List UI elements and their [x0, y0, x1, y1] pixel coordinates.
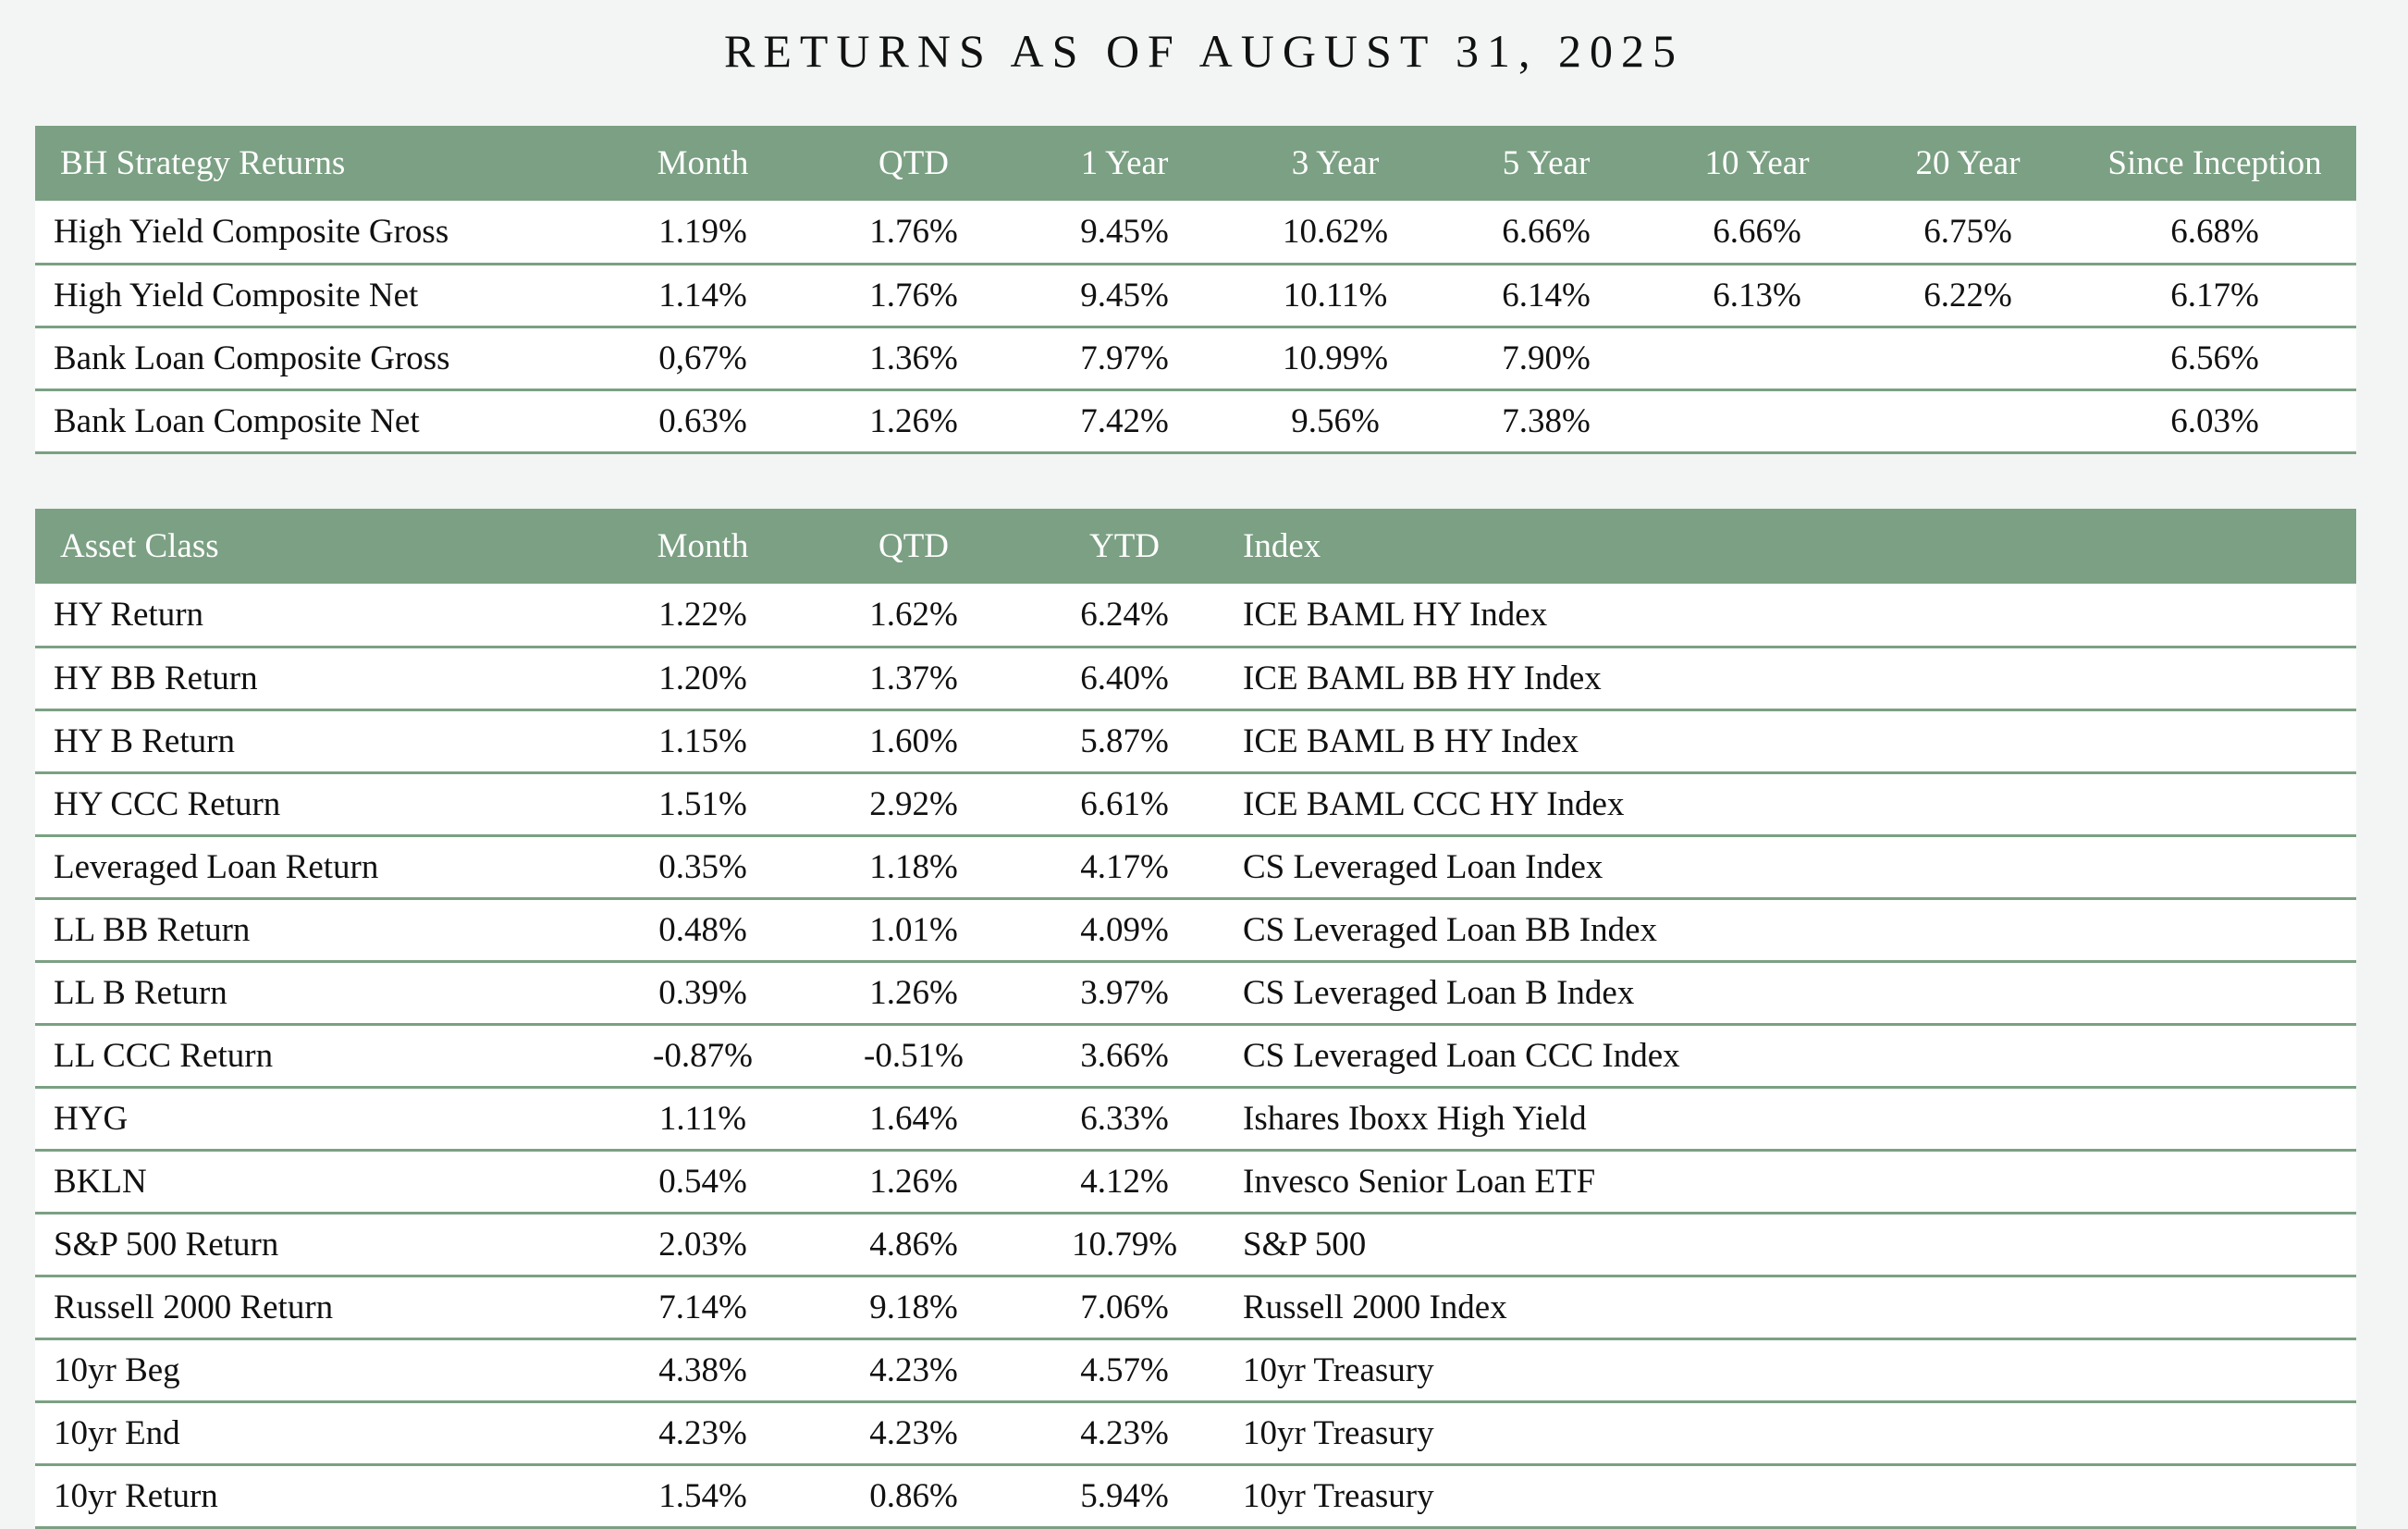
asset-cell-index: 10yr Treasury	[1230, 1338, 2356, 1401]
asset-cell-index: CS Leveraged Loan Index	[1230, 835, 2356, 898]
strategy-cell-month: 1.19%	[597, 201, 808, 264]
asset-cell-index: 10yr Treasury	[1230, 1401, 2356, 1464]
asset-cell-month: 0.54%	[597, 1150, 808, 1213]
asset-cell-month: 0.35%	[597, 835, 808, 898]
strategy-cell-qtd: 1.76%	[808, 201, 1019, 264]
table-row	[35, 1024, 2356, 1087]
asset-header-row	[35, 509, 2356, 584]
asset-cell-qtd: 4.86%	[808, 1213, 1019, 1276]
asset-cell-index: S&P 500	[1230, 1213, 2356, 1276]
table-row	[35, 1276, 2356, 1338]
table-row	[35, 835, 2356, 898]
asset-row-label: Leveraged Loan Return	[35, 835, 597, 898]
asset-cell-index: Invesco Senior Loan ETF	[1230, 1150, 2356, 1213]
asset-cell-ytd: 4.12%	[1019, 1150, 1230, 1213]
asset-cell-index: CS Leveraged Loan B Index	[1230, 961, 2356, 1024]
asset-cell-qtd: 9.18%	[808, 1276, 1019, 1338]
asset-cell-qtd: 4.23%	[808, 1401, 1019, 1464]
strategy-returns-table	[35, 126, 2356, 454]
strategy-table-body	[35, 201, 2356, 452]
asset-cell-ytd: 4.57%	[1019, 1338, 1230, 1401]
strategy-cell-3-year: 10.11%	[1230, 264, 1441, 327]
table-row	[35, 1338, 2356, 1401]
strategy-header-3-year: 3 Year	[1291, 144, 1380, 182]
asset-row-label: 10yr Beg	[35, 1338, 597, 1401]
asset-cell-ytd: 6.61%	[1019, 772, 1230, 835]
strategy-header-bh-strategy-returns: BH Strategy Returns	[60, 144, 346, 182]
asset-row-label: 10yr End	[35, 1401, 597, 1464]
table-row	[35, 201, 2356, 264]
asset-cell-qtd: 2.92%	[808, 772, 1019, 835]
asset-cell-index: ICE BAML CCC HY Index	[1230, 772, 2356, 835]
asset-row-label: HY B Return	[35, 709, 597, 772]
asset-cell-index: CS Leveraged Loan CCC Index	[1230, 1024, 2356, 1087]
strategy-cell-10-year: 6.66%	[1652, 201, 1862, 264]
table-row	[35, 389, 2356, 452]
strategy-header-qtd: QTD	[878, 144, 950, 182]
table-row	[35, 772, 2356, 835]
strategy-cell-5-year: 7.38%	[1441, 389, 1652, 452]
asset-row-label: LL BB Return	[35, 898, 597, 961]
asset-cell-ytd: 4.17%	[1019, 835, 1230, 898]
strategy-cell-month: 1.14%	[597, 264, 808, 327]
strategy-cell-10-year	[1652, 389, 1862, 452]
asset-cell-ytd: 5.94%	[1019, 1464, 1230, 1527]
strategy-cell-qtd: 1.76%	[808, 264, 1019, 327]
strategy-cell-20-year: 6.75%	[1862, 201, 2073, 264]
table-row	[35, 264, 2356, 327]
asset-cell-ytd: 7.06%	[1019, 1276, 1230, 1338]
asset-cell-ytd: 3.97%	[1019, 961, 1230, 1024]
strategy-header-5-year: 5 Year	[1502, 144, 1591, 182]
table-row	[35, 647, 2356, 709]
asset-cell-month: 1.22%	[597, 584, 808, 647]
asset-row-label: LL CCC Return	[35, 1024, 597, 1087]
asset-row-label: BKLN	[35, 1150, 597, 1213]
asset-header-ytd: YTD	[1088, 527, 1161, 565]
asset-cell-index: 10yr Treasury	[1230, 1464, 2356, 1527]
asset-cell-index: CS Leveraged Loan BB Index	[1230, 898, 2356, 961]
asset-row-label: HY BB Return	[35, 647, 597, 709]
strategy-header-since-inception: Since Inception	[2107, 144, 2322, 182]
strategy-row-label: High Yield Composite Net	[35, 264, 597, 327]
asset-cell-month: 4.38%	[597, 1338, 808, 1401]
strategy-cell-1-year: 9.45%	[1019, 264, 1230, 327]
strategy-cell-qtd: 1.36%	[808, 327, 1019, 389]
strategy-header-10-year: 10 Year	[1704, 144, 1810, 182]
strategy-cell-since-inception: 6.03%	[2073, 389, 2356, 452]
asset-header-asset-class: Asset Class	[60, 527, 219, 565]
strategy-cell-month: 0.63%	[597, 389, 808, 452]
strategy-cell-1-year: 7.42%	[1019, 389, 1230, 452]
strategy-header-1-year: 1 Year	[1080, 144, 1169, 182]
table-row	[35, 327, 2356, 389]
asset-cell-ytd: 3.66%	[1019, 1024, 1230, 1087]
asset-class-table	[35, 509, 2356, 1529]
asset-cell-qtd: 1.37%	[808, 647, 1019, 709]
strategy-cell-3-year: 10.62%	[1230, 201, 1441, 264]
asset-cell-ytd: 4.09%	[1019, 898, 1230, 961]
asset-row-label: 10yr Return	[35, 1464, 597, 1527]
strategy-cell-3-year: 10.99%	[1230, 327, 1441, 389]
asset-cell-month: 7.14%	[597, 1276, 808, 1338]
asset-cell-qtd: 0.86%	[808, 1464, 1019, 1527]
asset-cell-qtd: 1.01%	[808, 898, 1019, 961]
strategy-row-label: Bank Loan Composite Gross	[35, 327, 597, 389]
table-row	[35, 1401, 2356, 1464]
asset-cell-qtd: 1.62%	[808, 584, 1019, 647]
strategy-cell-20-year: 6.22%	[1862, 264, 2073, 327]
asset-table-body	[35, 584, 2356, 1527]
strategy-cell-since-inception: 6.17%	[2073, 264, 2356, 327]
page-title: RETURNS AS OF AUGUST 31, 2025	[723, 25, 1684, 77]
asset-row-label: Russell 2000 Return	[35, 1276, 597, 1338]
asset-cell-ytd: 10.79%	[1019, 1213, 1230, 1276]
asset-cell-month: 1.54%	[597, 1464, 808, 1527]
table-row	[35, 1464, 2356, 1527]
asset-cell-index: Ishares Iboxx High Yield	[1230, 1087, 2356, 1150]
asset-cell-index: Russell 2000 Index	[1230, 1276, 2356, 1338]
table-row	[35, 1087, 2356, 1150]
asset-cell-month: 1.51%	[597, 772, 808, 835]
asset-cell-ytd: 5.87%	[1019, 709, 1230, 772]
asset-row-label: S&P 500 Return	[35, 1213, 597, 1276]
asset-header-qtd: QTD	[878, 527, 950, 565]
asset-cell-qtd: 1.26%	[808, 1150, 1019, 1213]
asset-header-month: Month	[657, 527, 749, 565]
asset-cell-month: 0.39%	[597, 961, 808, 1024]
asset-cell-ytd: 6.33%	[1019, 1087, 1230, 1150]
strategy-cell-3-year: 9.56%	[1230, 389, 1441, 452]
strategy-header-20-year: 20 Year	[1915, 144, 2021, 182]
asset-cell-month: 2.03%	[597, 1213, 808, 1276]
asset-cell-month: 0.48%	[597, 898, 808, 961]
strategy-row-label: Bank Loan Composite Net	[35, 389, 597, 452]
asset-cell-ytd: 6.24%	[1019, 584, 1230, 647]
asset-cell-qtd: 1.64%	[808, 1087, 1019, 1150]
asset-cell-index: ICE BAML B HY Index	[1230, 709, 2356, 772]
asset-cell-qtd: 1.18%	[808, 835, 1019, 898]
asset-cell-month: 1.20%	[597, 647, 808, 709]
strategy-cell-5-year: 7.90%	[1441, 327, 1652, 389]
strategy-cell-month: 0,67%	[597, 327, 808, 389]
strategy-cell-1-year: 9.45%	[1019, 201, 1230, 264]
strategy-cell-since-inception: 6.68%	[2073, 201, 2356, 264]
table-row	[35, 898, 2356, 961]
table-row	[35, 709, 2356, 772]
asset-cell-month: 4.23%	[597, 1401, 808, 1464]
asset-cell-ytd: 4.23%	[1019, 1401, 1230, 1464]
asset-row-label: HY CCC Return	[35, 772, 597, 835]
strategy-header-row	[35, 126, 2356, 201]
strategy-cell-10-year: 6.13%	[1652, 264, 1862, 327]
asset-cell-qtd: -0.51%	[808, 1024, 1019, 1087]
asset-row-label: LL B Return	[35, 961, 597, 1024]
asset-row-label: HY Return	[35, 584, 597, 647]
strategy-cell-since-inception: 6.56%	[2073, 327, 2356, 389]
strategy-cell-10-year	[1652, 327, 1862, 389]
asset-header-index: Index	[1243, 527, 1321, 565]
table-row	[35, 584, 2356, 647]
table-row	[35, 961, 2356, 1024]
strategy-cell-5-year: 6.14%	[1441, 264, 1652, 327]
asset-cell-qtd: 1.26%	[808, 961, 1019, 1024]
strategy-cell-1-year: 7.97%	[1019, 327, 1230, 389]
strategy-cell-5-year: 6.66%	[1441, 201, 1652, 264]
asset-row-label: HYG	[35, 1087, 597, 1150]
asset-cell-month: 1.15%	[597, 709, 808, 772]
asset-cell-qtd: 4.23%	[808, 1338, 1019, 1401]
table-row	[35, 1150, 2356, 1213]
asset-cell-index: ICE BAML BB HY Index	[1230, 647, 2356, 709]
asset-cell-ytd: 6.40%	[1019, 647, 1230, 709]
asset-cell-qtd: 1.60%	[808, 709, 1019, 772]
strategy-header-month: Month	[657, 144, 749, 182]
asset-cell-month: -0.87%	[597, 1024, 808, 1087]
table-row	[35, 1213, 2356, 1276]
strategy-row-label: High Yield Composite Gross	[35, 201, 597, 264]
strategy-cell-qtd: 1.26%	[808, 389, 1019, 452]
strategy-cell-20-year	[1862, 389, 2073, 452]
strategy-cell-20-year	[1862, 327, 2073, 389]
asset-cell-index: ICE BAML HY Index	[1230, 584, 2356, 647]
asset-cell-month: 1.11%	[597, 1087, 808, 1150]
